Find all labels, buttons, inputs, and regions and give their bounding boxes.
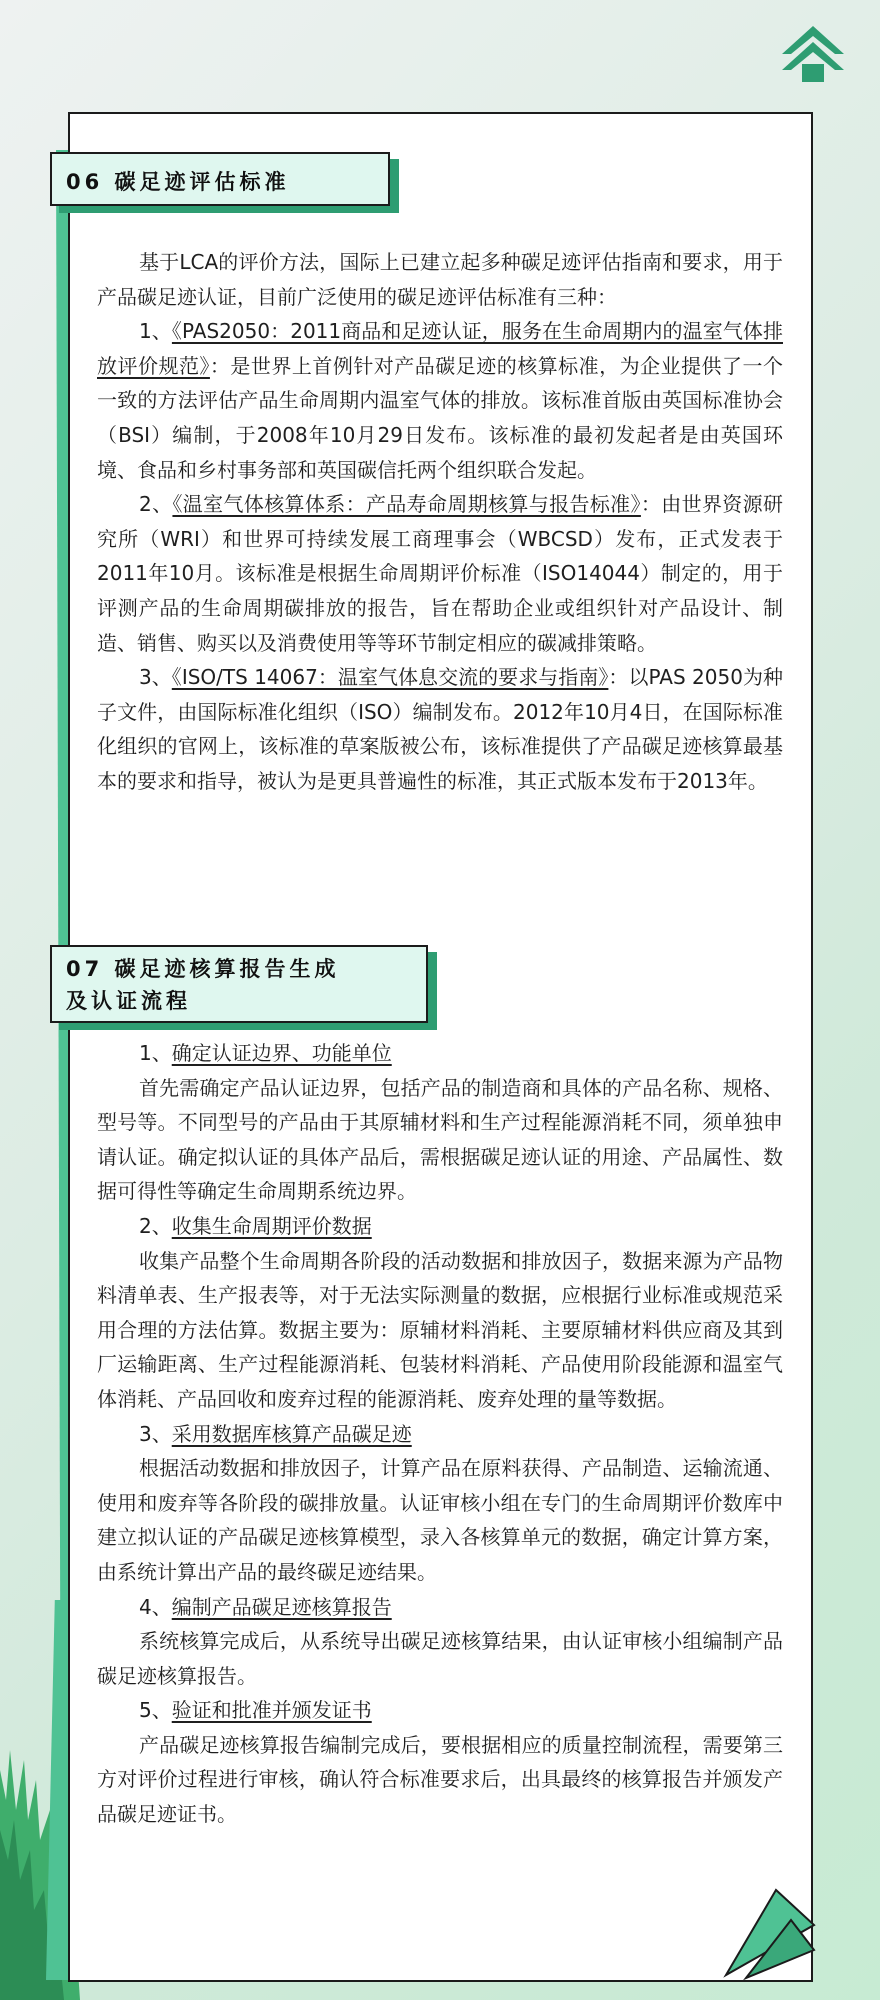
standard-name-3: 《ISO/TS 14067：温室气体息交流的要求与指南》 bbox=[171, 665, 609, 690]
section-07-title-line1: 07 碳足迹核算报告生成 bbox=[66, 957, 340, 981]
standard-item-1: 1、《PAS2050：2011商品和足迹认证，服务在生命周期内的温室气体排放评价规范》：是世界上首例针对产品碳足迹的核算标准，为企业提供了一个一致的方法评估产品生命周期内温室气体的排放。该标准首版由英国标准协会（BSI）编制，于2008年10月29日发布。该标准的最初发起者是由英国环境、食品和乡村事务部和英国碳信托两个组织联合发起。 bbox=[97, 319, 784, 482]
standard-name-1: 《PAS2050：2011商品和足迹认证，服务在生命周期内的温室气体排放评价规范》 bbox=[97, 319, 783, 378]
step-2-heading: 2、收集生命周期评价数据 bbox=[139, 1213, 372, 1238]
section-06-intro: 基于LCA的评价方法，国际上已建立起多种碳足迹评估指南和要求，用于产品碳足迹认证，目前广泛使用的碳足迹评估标准有三种： bbox=[97, 250, 783, 309]
section-07-title-line2: 及认证流程 bbox=[66, 989, 191, 1013]
step-1-heading: 1、确定认证边界、功能单位 bbox=[139, 1041, 392, 1065]
step-5-desc: 产品碳足迹核算报告编制完成后，要根据相应的质量控制流程，需要第三方对评价过程进行审核，确认符合标准要求后，出具最终的核算报告并颁发产品碳足迹证书。 bbox=[97, 1732, 783, 1827]
chevron-logo-icon bbox=[780, 24, 846, 84]
step-2-desc: 收集产品整个生命周期各阶段的活动数据和排放因子，数据来源为产品物料清单表、生产报表等，对于无法实际测量的数据，应根据行业标准或规范采用合理的方法估算。数据主要为：原辅材料消耗、主要原辅材料供应商及其到厂运输距离、生产过程能源消耗、包装材料消耗、产品使用阶段能源和温室气体消耗、产品回收和废弃过程的能源消耗、废弃处理的量等数据。 bbox=[97, 1248, 783, 1411]
step-4-desc: 系统核算完成后，从系统导出碳足迹核算结果，由认证审核小组编制产品碳足迹核算报告。 bbox=[97, 1629, 783, 1688]
step-3-heading: 3、采用数据库核算产品碳足迹 bbox=[139, 1421, 412, 1446]
step-5-heading: 5、验证和批准并颁发证书 bbox=[139, 1698, 372, 1723]
standard-name-2: 《温室气体核算体系：产品寿命周期核算与报告标准》 bbox=[172, 492, 641, 517]
step-3-desc: 根据活动数据和排放因子，计算产品在原料获得、产品制造、运输流通、使用和废弃等各阶段的碳排放量。认证审核小组在专门的生命周期评价数库中建立拟认证的产品碳足迹核算模型，录入各核算单元的数据，确定计算方案，由系统计算出产品的最终碳足迹结果。 bbox=[97, 1456, 783, 1584]
step-4-heading: 4、编制产品碳足迹核算报告 bbox=[139, 1594, 392, 1619]
section-06-body bbox=[97, 245, 783, 799]
section-07-header bbox=[50, 945, 428, 1023]
step-1-desc: 首先需确定产品认证边界，包括产品的制造商和具体的产品名称、规格、型号等。不同型号的产品由于其原辅材料和生产过程能源消耗不同，须单独申请认证。确定拟认证的具体产品后，需根据碳足迹认证的用途、产品属性、数据可得性等确定生命周期系统边界。 bbox=[97, 1075, 783, 1204]
section-07-body bbox=[97, 1036, 783, 1832]
section-06-header bbox=[50, 152, 390, 206]
corner-triangle-decoration bbox=[716, 1880, 816, 1980]
section-06-title: 06 碳足迹评估标准 bbox=[66, 170, 290, 194]
standard-item-3: 3、《ISO/TS 14067：温室气体息交流的要求与指南》：以PAS 2050为种子文件，由国际标准化组织（ISO）编制发布。2012年10月4日，在国际标准化组织的官网上，该标准的草案版被公布，该标准提供了产品碳足迹核算最基本的要求和指导，被认为是更具普遍性的标准，其正式版本发布于2013年。 bbox=[97, 665, 783, 793]
standard-item-2: 2、《温室气体核算体系：产品寿命周期核算与报告标准》：由世界资源研究所（WRI）和世界可持续发展工商理事会（WBCSD）发布，正式发表于2011年10月。该标准是根据生命周期评价标准（ISO14044）制定的，用于评测产品的生命周期碳排放的报告，旨在帮助企业或组织针对产品设计、制造、销售、购买以及消费使用等等环节制定相应的碳减排策略。 bbox=[97, 492, 784, 655]
